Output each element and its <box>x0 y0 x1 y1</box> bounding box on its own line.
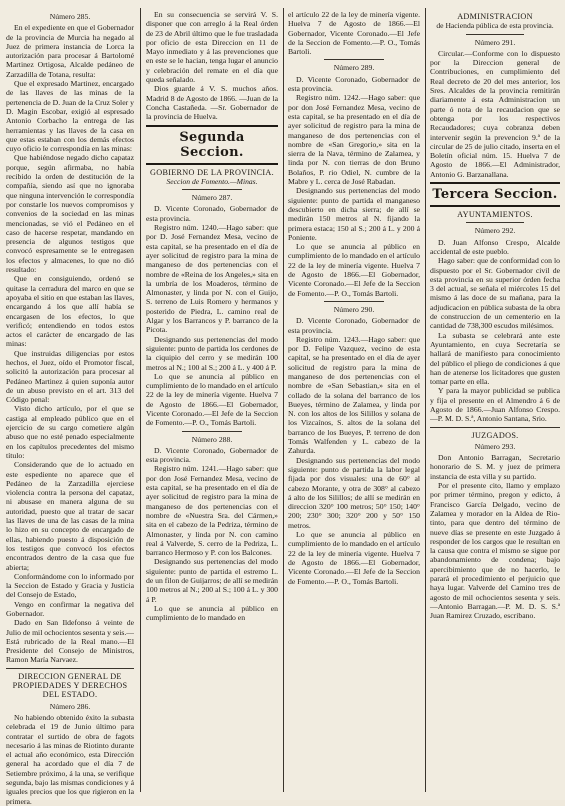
section-subheading: Seccion de Fomento.—Minas. <box>166 176 258 186</box>
divider <box>430 427 560 428</box>
paragraph: Vengo en confirmar la negativa del Gobernador. <box>6 599 134 618</box>
paragraph: Conformándome con lo informado por la Seccion de Estado y Gracia y Justicia del Consejo de Estado, <box>6 571 134 600</box>
paragraph: Visto dicho artículo, por el que se castiga al empleado público que en el ejercicio de su cargo cometiere algún abuso que no esté penado especialmente en los capítulos precedentes del mismo título: <box>6 404 134 460</box>
column-rule <box>140 8 141 792</box>
column-rule <box>283 8 284 792</box>
paragraph: D. Vicente Coronado, Gobernador de esta provincia. <box>288 74 420 94</box>
paragraph: Dios guarde á V. S. muchos años. Madrid 8 de Agosto de 1866. —Juan de la Concha Castañeda. —Sr. Gobernador de la provincia de Huelva. <box>146 84 278 122</box>
paragraph: Que instruidas diligencias por estos hechos, el Juez, oído el Promotor fiscal, solicitó la autorización para procesar al Pedáneo Martinez á quien suponía autor de un abuso previsto en el art. 313 del Código penal: <box>6 348 134 405</box>
column-2 <box>146 10 278 794</box>
article-number: Número 285. <box>49 12 91 21</box>
paragraph: Don Antonio Barragan, Secretario honorario de S. M. y juez de primera instancia de esta villa y su partido. <box>430 453 560 481</box>
section-banner: Segunda Seccion. <box>146 125 278 165</box>
divider <box>182 431 241 432</box>
column-3 <box>288 10 420 794</box>
divider <box>466 222 525 223</box>
paragraph: Hago saber: que de conformidad con lo dispuesto por el Sr. Gobernador civil de esta provincia en su superior órden fecha 3 del actual, se señala el miércoles 15 del mismo á las doce de su mañana, para la adjudicacion en pública subasta de la obra de construccion de un cementerio en la cantidad de 738,300 escudos milésimos. <box>430 256 560 331</box>
paragraph: Designando sus pertenencias del modo siguiente: punto de partida el manganeso descubierto en dicha sierra; de allí se medirán 150 metros al N. fijando la primera estaca; 150 al S.; 200 á L. y 200 á Poniente. <box>288 186 420 242</box>
article-number: Número 289. <box>333 63 375 73</box>
section-heading: ADMINISTRACION <box>457 12 533 21</box>
article-number: Número 288. <box>191 434 233 444</box>
paragraph: D. Vicente Coronado, Gobernador de esta provincia. <box>288 316 420 335</box>
paragraph: En el expediente en que el Gobernador de la provincia de Murcia ha negado al Juez de primera instancia de Lorca la autorización para procesar á Bartolomé Martinez Ortigosa, Alcalde pedáneo de Zarzadilla de Totana, resulta: <box>6 23 134 79</box>
divider <box>6 668 134 669</box>
section-subheading: de Hacienda pública de esta provincia. <box>436 21 554 31</box>
paragraph: Que habiéndose negado dicho capataz porque, según afirmaba, no había recibido la orden de destitución de la compañía, siendo así que no ignoraba que ninguna intervención le correspondía por constarle los nuevos compromisos y convenios de la sociedad en las minas mencionadas, se vió el Pedáneo en el caso de hacerse respetar, mandando en presencia de algunos testigos que convocó espresamente se le entregasen los efectos y almacenes, lo que no dió resultado: <box>6 153 134 275</box>
paragraph: Designando sus pertenencias del modo siguiente: punto de partida la labor legal fijada por dos visuales: una de 60° al cabezo Morante, y otra de 308° al cabezo á alto de los Silillos; de allí se medirán en direccion 320° 100 metros; 50° 150; 140° 200; 230° 300; 320° 200 y 50° 150 metros. <box>288 455 420 530</box>
paragraph: D. Juan Alfonso Crespo, Alcalde accidental de este pueblo. <box>430 237 560 256</box>
paragraph: Lo que se anuncia al público en cumplimiento de lo mandado en <box>146 603 278 623</box>
paragraph: D. Vicente Coronado, Gobernador de esta provincia. <box>146 445 278 465</box>
article-number: Número 291. <box>474 37 516 47</box>
article-number: Número 290. <box>333 304 375 314</box>
paragraph: el artículo 22 de la ley de minería vigente. Huelva 7 de Agosto de 1866.—El Gobernador, Vicente Coronado.—El Jefe de la Seccion de Fomento.—P. O., Tomás Bartoli. <box>288 10 420 57</box>
divider <box>182 189 241 190</box>
paragraph: No habiendo obtenido éxito la subasta celebrada el 19 de Junio último para contratar el surtido de obra de fagots necesario á las minas de Riotinto durante el actual año económico, esta Dirección general ha acordado que el día 7 de Setiembre próximo, á la una, se verifique segunda, bajo las mismas condiciones y á iguales precios que los que rigieron en la primera. <box>6 712 134 806</box>
paragraph: Registro núm. 1242.—Hago saber: que por don José Fernandez Mesa, vecino de esta capital, se ha presentado en el día de ayer solicitud de registro para la mina de manganeso de dos pertenencias con el nombre de «San Gregorio,» sita en la sierra de la Nava, término de Zalamea, y linda por N. con tierras de don Bruno Bolaños, P. rio Odiel, N. cumbre de la Mabre y L. cerca de José Rabadan. <box>288 93 420 187</box>
section-banner: Tercera Seccion. <box>430 182 560 207</box>
paragraph: Circular.—Conforme con lo dispuesto por la Direccion general de Contribuciones, en cumplimiento del Real decreto de 20 del mes anterior, los Sres. Alcaldes de la provincia remitirán diariamente á esta Administracion un parte ó nota de la recaudacion que se obtenga por los respectivos Recaudadores; cuya cobranza deben intervenir según la prevencion 9.ª de la circular de 25 de julio citado, inserta en el Boletín oficial núm. 15. Huelva 7 de Agosto de 1866.—El Administrador, Antonio G. Barzanallana. <box>430 48 560 179</box>
column-4 <box>430 10 560 794</box>
paragraph: Registro núm. 1240.—Hago saber: que por D. José Fernandez Mesa, vecino de esta capital, se ha presentado en el día de ayer solicitud de registro para la mina de manganeso de dos pertenencias con el nombre de «Reina de los Angeles,» sita en la umbría de los Moaderos, término de Almonaster, y linda por N. con el Guijo, S. terreno de Luis Romero y hermanos y posterido de Piedra, L. camino real de Algar y los Barrancos y P. barranco de la Picota. <box>146 223 278 335</box>
section-heading: AYUNTAMIENTOS. <box>457 210 533 220</box>
article-number: Número 293. <box>474 441 516 451</box>
article-number: Número 286. <box>49 701 91 711</box>
paragraph: Por el presente cito, llamo y emplazo por primer término, pregon y edicto, á Francisco García Delgado, vecino de Zalamea y morador en la Aldea de Rio-tinto, para que dentro del término de nueve días se presente en este Juzgado á responder de los cargos que le resultan en la causa que contra el mismo se sigue por abandonamiento de condena; bajo apercibimiento que de no hacerlo, le parará el procedimiento el perjuicio que haya lugar. Valverde del Camino tres de agosto de mil ochocientos sesenta y seis.—Antonio Barragan.—P. M. D. S. S.ª Juan Ramirez Cruzado, escribano. <box>430 481 560 621</box>
column-1 <box>6 10 134 806</box>
divider <box>324 59 383 60</box>
article-number: Número 292. <box>474 226 516 236</box>
divider <box>324 301 383 302</box>
paragraph: Dado en San Ildefonso á veinte de Julio de mil ochocientos sesenta y seis.—Está rubricado de la Real mano.—El Presidente del Consejo de Ministros, Ramon María Narvaez. <box>6 618 134 665</box>
paragraph: Considerando que de lo actuado en este espediente no aparece que el Pedáneo de la Zarzadilla ejerciese violencia contra la persona del capataz, ni abusase en manera alguna de su autoridad, puesto que al tratar de sacar las llaves de una de las casas de la mina lo hizo en su concepto de encargado de ellas, habiendo puesto á disposición de los testigos que convocó los efectos encontrados dentro de la casa que fue abierta; <box>6 460 134 572</box>
paragraph: Designando sus pertenencias del modo siguiente: punto de partida el estremo L. de un filon de Guijarros; de allí se medirán 100 metros al N.; 200 al S.; 100 á L. y 300 á P. <box>146 557 278 604</box>
paragraph: En su consecuencia se servirá V. S. disponer que con arreglo á la Real órden de 23 de Abril último que le fue trasladada por oficio de esta Direccion en 11 de Mayo inmediato y á las prevenciones que en este se le hacian, tenga lugar el anuncio y celebración del remate en el día que queda señalado. <box>146 10 278 85</box>
section-heading: GOBIERNO DE LA PROVINCIA. <box>150 167 274 177</box>
section-heading: DIRECCION GENERAL DE PROPIEDADES Y DERECHOS DEL ESTADO. <box>12 671 128 700</box>
paragraph: La subasta se celebrará ante este Ayuntamiento, en cuya Secretaría se hallará de manifiesto para conocimiento del público el pliego de condiciones á que han de atenerse los licitadores que gusten tomar parte en ella. <box>430 330 560 387</box>
column-rule <box>425 8 426 792</box>
article-number: Número 287. <box>191 193 233 203</box>
paragraph: Lo que se anuncia al público en cumplimiento de lo mandado en el artículo 22 de la ley de minería vigente. Huelva 7 de Agosto de 1866.—El Gobernador, Vicente Coronado.—El Jefe de la Seccion de Fomento.—P. O., Tomás Bartoli. <box>288 530 420 586</box>
paragraph: Que en consiguiendo, ordenó se quitase la cerradura del marco en que se apoyaba el sitio en que estaban las llaves, encargando á los que allí había se encargasen de los efectos, lo que verificó; entendiendo en todos estos actos el carácter de encargado de las minas: <box>6 274 134 349</box>
section-heading: JUZGADOS. <box>471 430 519 440</box>
paragraph: Que el expresado Martinez, encargado de las llaves de las minas de la pertenencia de D. Juan de la Cruz Soler y D. Magin Escobar, exigió al espresado Antonio Corbacho la entrega de las herramientas y las llaves de la casa en que estas estaban con los demás efectos cuyo oficio le correspondía en las minas: <box>6 79 134 154</box>
paragraph: Registro núm. 1241.—Hago saber: que por don José Fernandez Mesa, vecino de esta capital, se ha presentado en el día de ayer solicitud de registro para la mina de manganeso de dos pertenencias con el nombre de «Nuestra Sra. del Cármen,» sita en el cabezo de la Pedriza, término de Almonaster, y linda por N. con camino real á Valverde, S. cerro de la Pedriza, L. barranco Hermoso y P. con los Balcones. <box>146 464 278 558</box>
divider <box>466 34 525 35</box>
paragraph: Lo que se anuncia al público en cumplimiento de lo mandado en el artículo 22 de la ley de minería vigente. Huelva 7 de Agosto de 1866.—El Gobernador, Vicente Coronado.—El Jefe de la Seccion de Fomento.—P. O., Tomás Bartoli. <box>288 242 420 298</box>
paragraph: Lo que se anuncia al público en cumplimiento de lo mandado en el artículo 22 de la ley de minería vigente. Huelva 7 de Agosto de 1866.—El Gobernador, Vicente Coronado.—El Jefe de la Seccion de Fomento.—P. O., Tomás Bartoli. <box>146 371 278 428</box>
paragraph: Designando sus pertenencias del modo siguiente: punto de partida los cerdones de la ciquipio del cerro y se medirán 100 metros al N.; 100 al S.; 200 á L. y 400 á P. <box>146 334 278 372</box>
paragraph: Registro núm. 1243.—Hago saber: que por D. Felipe Vazquez, vecino de esta capital, se ha presentado en el día de ayer solicitud de registro para la mina de manganeso de dos pertenencias con el nombre de «San Sebastian,» sita en el collado de la solana del barranco de los Bueyes, término de Zalamea, y linda por N. con los altos de los Silillos y solana de los Vizcaínos, S. altos de la solana del barranco de los Bueyes, P. terreno de don Tomás Walfenden y L. cabezo de la Zahurda. <box>288 334 420 456</box>
paragraph: D. Vicente Coronado, Gobernador de esta provincia. <box>146 204 278 223</box>
paragraph: Y para la mayor publicidad se publica y fija el presente en el Almendro á 6 de Agosto de 1866.—Juan Alfonso Crespo.—P. M. D. S.ª, Antonio Santana, Srio. <box>430 386 560 424</box>
